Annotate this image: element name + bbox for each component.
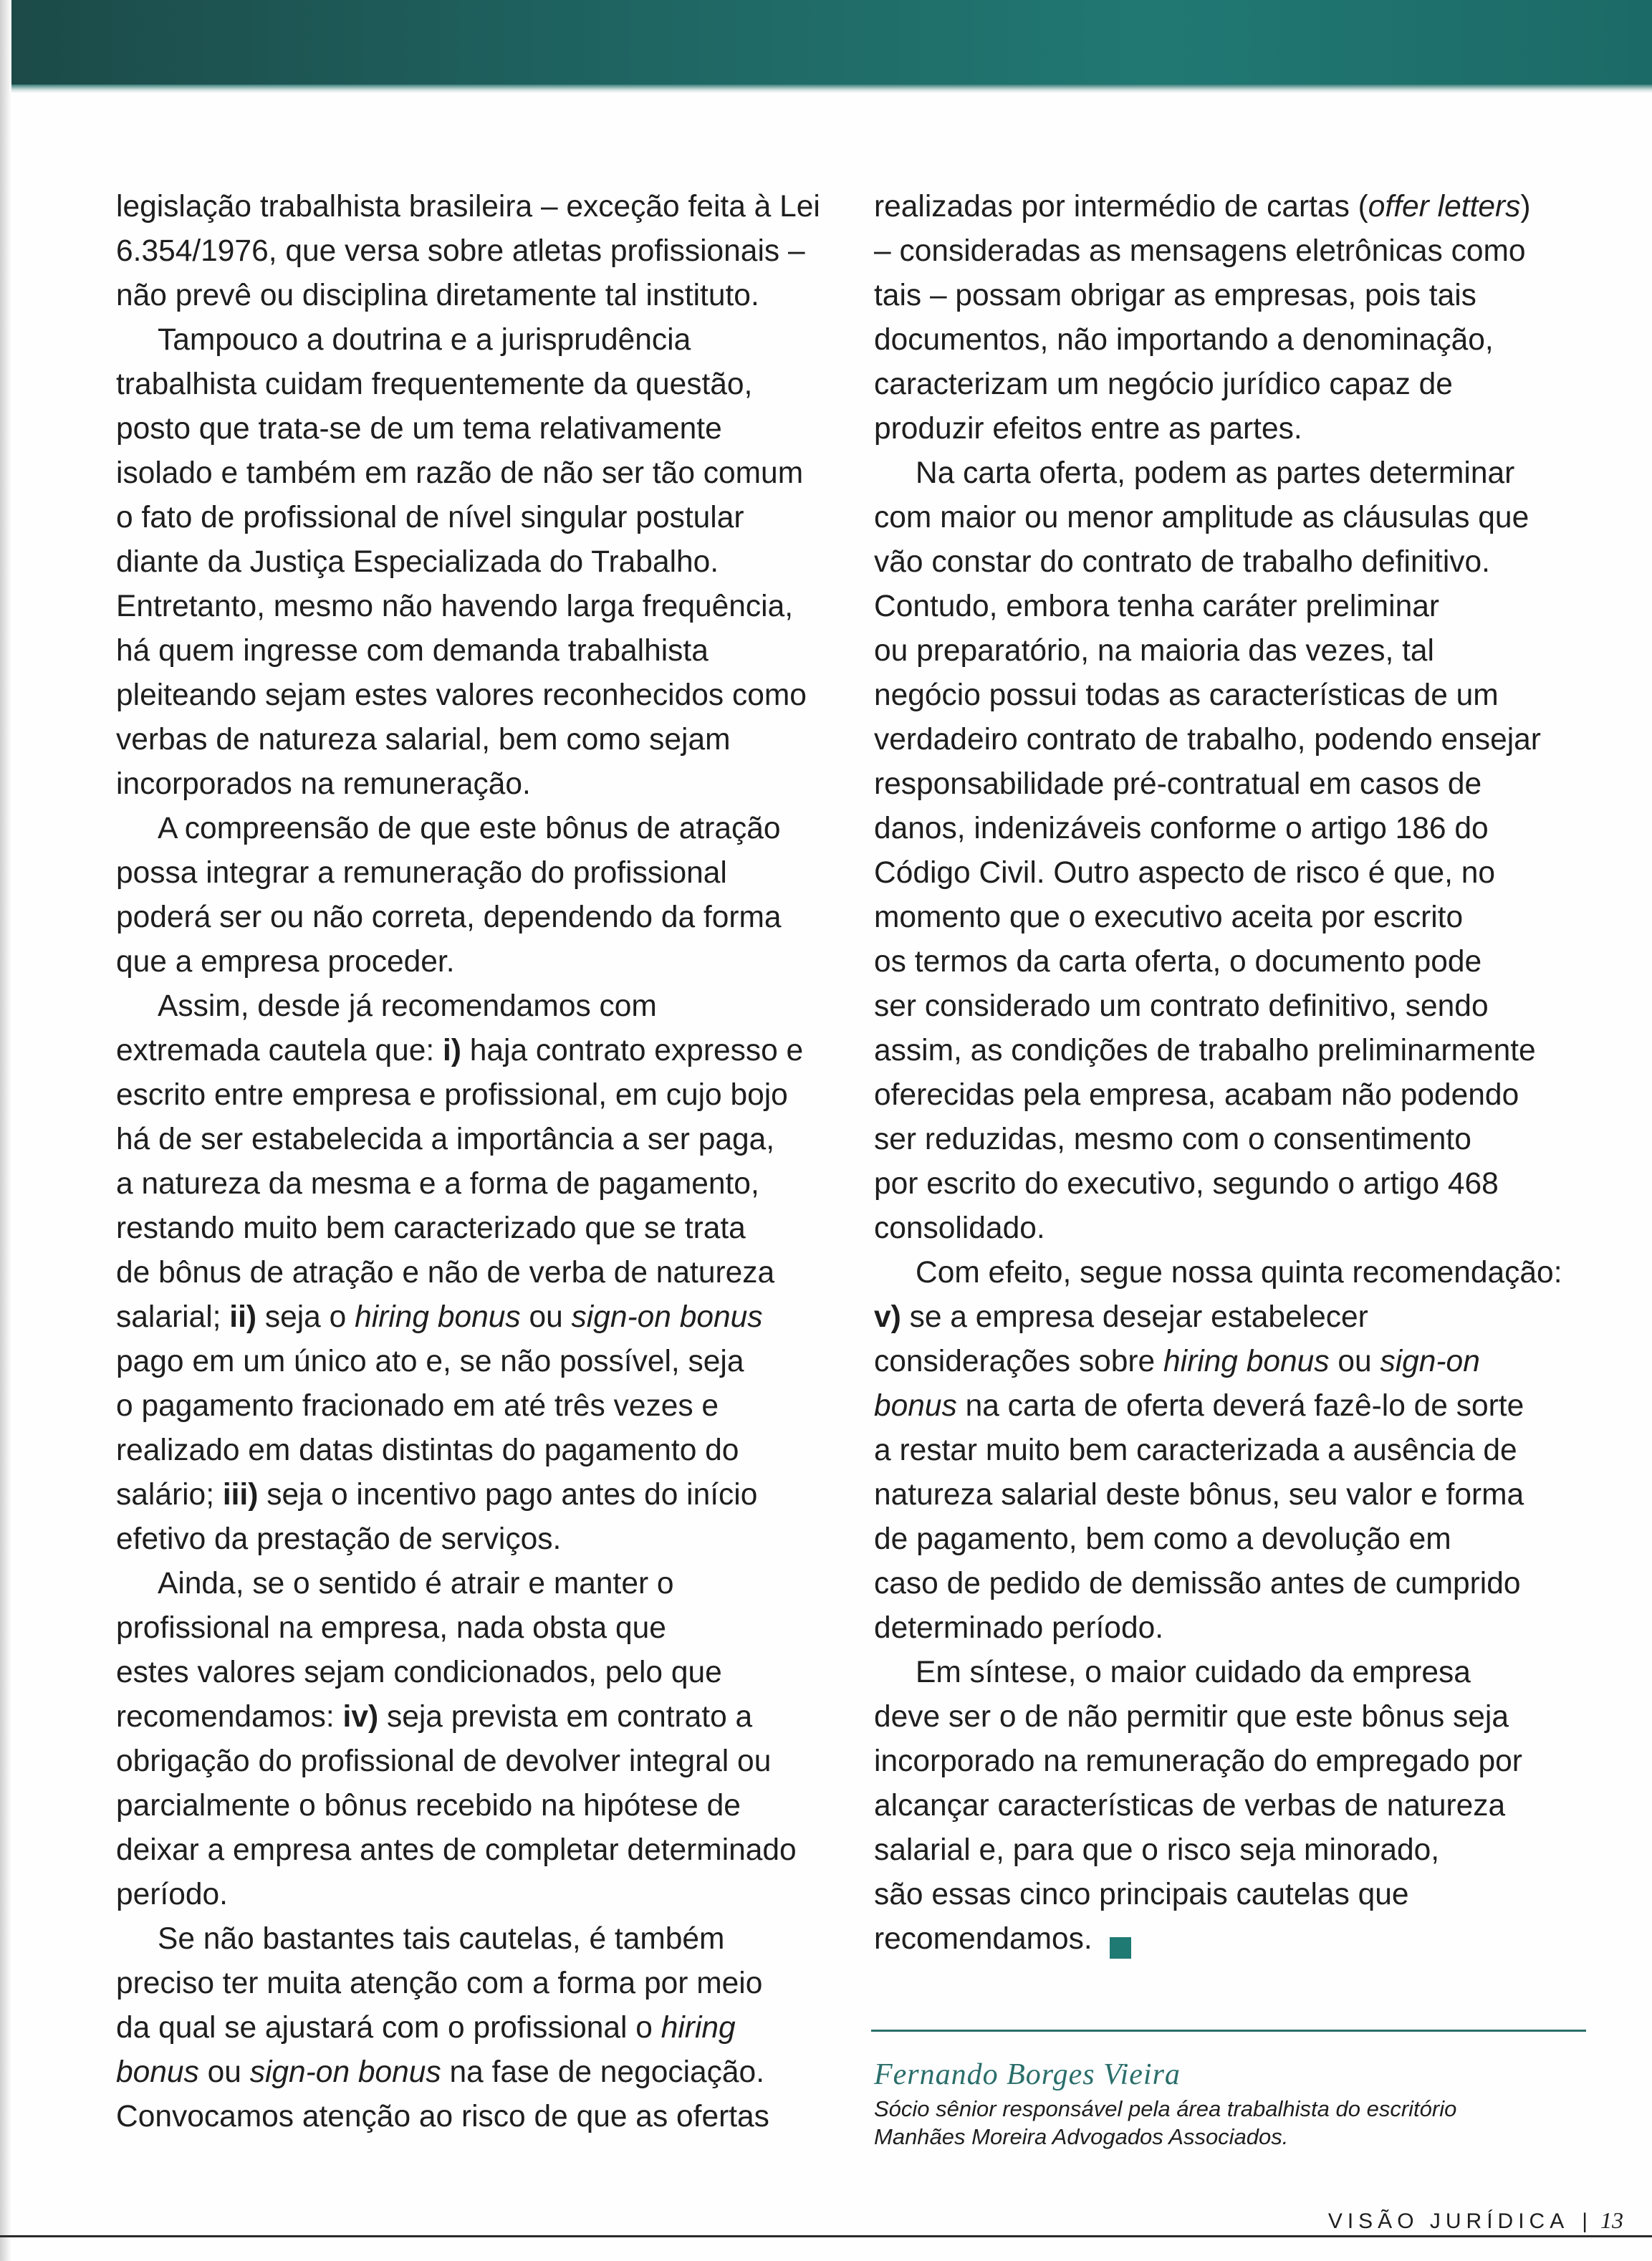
- text-run: na carta de oferta deverá fazê-lo de sorte: [956, 1389, 1524, 1423]
- text-line: realizado em datas distintas do pagamento do: [116, 1434, 739, 1467]
- text-line: o fato de profissional de nível singular postular: [116, 501, 744, 534]
- signature-divider: [871, 2030, 1586, 2032]
- italic-term: hiring: [661, 2011, 736, 2045]
- text-line: [874, 1295, 1598, 1340]
- paragraph: [874, 1251, 1598, 1651]
- footer-separator: |: [1582, 2209, 1588, 2233]
- text-line: de pagamento, bem como a devolução em: [874, 1522, 1451, 1556]
- text-line: [874, 1340, 1598, 1384]
- text-line: Com efeito, segue nossa quinta recomendação:: [916, 1256, 1562, 1290]
- paragraph: [116, 984, 841, 1562]
- text-line: há quem ingresse com demanda trabalhista: [116, 634, 709, 668]
- text-line: deve ser o de não permitir que este bônus seja: [874, 1700, 1509, 1734]
- text-line: oferecidas pela empresa, acabam não podendo: [874, 1078, 1519, 1112]
- text-line: [116, 1473, 841, 1517]
- text-line: verbas de natureza salarial, bem como sejam: [116, 723, 731, 757]
- text-run: haja contrato expresso e: [461, 1034, 804, 1067]
- text-line: 6.354/1976, que versa sobre atletas profissionais –: [116, 234, 805, 268]
- author-bio-line: Sócio sênior responsável pela área trabalhista do escritório: [874, 2096, 1457, 2121]
- text-line: escrito entre empresa e profissional, em cujo bojo: [116, 1078, 788, 1112]
- italic-term: bonus: [116, 2055, 199, 2089]
- text-line: Na carta oferta, podem as partes determinar: [916, 456, 1515, 490]
- text-line: natureza salarial deste bônus, seu valor e forma: [874, 1478, 1524, 1512]
- text-line: que a empresa proceder.: [116, 945, 455, 979]
- text-line: de bônus de atração e não de verba de natureza: [116, 1256, 775, 1290]
- text-line: os termos da carta oferta, o documento pode: [874, 945, 1482, 979]
- text-line: produzir efeitos entre as partes.: [874, 412, 1302, 446]
- text-line: [116, 2050, 841, 2095]
- italic-term: sign-on: [1380, 1345, 1480, 1378]
- text-line: restando muito bem caracterizado que se trata: [116, 1211, 746, 1245]
- text-run: ou: [520, 1300, 572, 1334]
- author-bio-line: Manhães Moreira Advogados Associados.: [874, 2124, 1289, 2149]
- text-run: seja o incentivo pago antes do início: [258, 1478, 758, 1512]
- text-run: considerações sobre: [874, 1345, 1163, 1378]
- text-line: deixar a empresa antes de completar determinado: [116, 1833, 797, 1867]
- text-line: A compreensão de que este bônus de atração: [158, 812, 781, 845]
- italic-term: sign-on bonus: [571, 1300, 763, 1334]
- text-line: poderá ser ou não correta, dependendo da forma: [116, 901, 782, 934]
- text-line: a restar muito bem caracterizada a ausência de: [874, 1434, 1517, 1467]
- text-line: período.: [116, 1878, 228, 1911]
- italic-term: hiring bonus: [1163, 1345, 1330, 1378]
- paragraph: [874, 185, 1598, 451]
- text-line: determinado período.: [874, 1611, 1164, 1645]
- text-line: Se não bastantes tais cautelas, é também: [158, 1922, 725, 1956]
- footer-rule: [0, 2235, 1652, 2237]
- text-run: ): [1520, 190, 1531, 224]
- left-column: [116, 185, 841, 2139]
- text-line: [874, 185, 1598, 229]
- text-line: Tampouco a doutrina e a jurisprudência: [158, 323, 691, 357]
- text-line: obrigação do profissional de devolver integral ou: [116, 1744, 772, 1778]
- text-line: danos, indenizáveis conforme o artigo 186 do: [874, 812, 1489, 845]
- text-line: Convocamos atenção ao risco de que as ofertas: [116, 2100, 769, 2133]
- text-line: caracterizam um negócio jurídico capaz de: [874, 368, 1453, 401]
- page-footer: [1328, 2207, 1623, 2234]
- italic-term: offer letters: [1368, 190, 1521, 224]
- italic-term: sign-on bonus: [249, 2055, 441, 2089]
- text-run: salário;: [116, 1478, 223, 1512]
- text-run: da qual se ajustará com o profissional o: [116, 2011, 661, 2045]
- text-line: Assim, desde já recomendamos com: [158, 989, 657, 1023]
- text-line: documentos, não importando a denominação,: [874, 323, 1494, 357]
- text-line: assim, as condições de trabalho preliminarmente: [874, 1034, 1536, 1067]
- text-line: [874, 1384, 1598, 1429]
- text-run: recomendamos:: [116, 1700, 343, 1734]
- text-line: vão constar do contrato de trabalho definitivo.: [874, 545, 1490, 579]
- text-line: [116, 1695, 841, 1739]
- text-line: – consideradas as mensagens eletrônicas como: [874, 234, 1526, 268]
- text-line: diante da Justiça Especializada do Trabalho.: [116, 545, 719, 579]
- text-line: momento que o executivo aceita por escrito: [874, 901, 1464, 934]
- list-marker: iii): [222, 1478, 259, 1512]
- list-marker: ii): [229, 1300, 257, 1334]
- text-line: Contudo, embora tenha caráter preliminar: [874, 590, 1440, 623]
- text-line: [116, 2006, 841, 2050]
- right-column: [874, 185, 1598, 1962]
- paragraph: [116, 318, 841, 807]
- text-line: [874, 1917, 1598, 1962]
- text-line: [116, 1295, 841, 1340]
- text-line: verdadeiro contrato de trabalho, podendo ensejar: [874, 723, 1541, 757]
- text-line: Em síntese, o maior cuidado da empresa: [916, 1656, 1471, 1689]
- text-line: ou preparatório, na maioria das vezes, tal: [874, 634, 1434, 668]
- text-line: há de ser estabelecida a importância a ser paga,: [116, 1123, 775, 1156]
- text-line: isolado e também em razão de não ser tão comum: [116, 456, 804, 490]
- page-edge-shadow: [0, 0, 11, 2261]
- header-band-edge: [0, 85, 1652, 93]
- list-marker: i): [442, 1034, 461, 1067]
- text-line: consolidado.: [874, 1211, 1045, 1245]
- text-line: responsabilidade pré-contratual em casos de: [874, 767, 1482, 801]
- text-line: profissional na empresa, nada obsta que: [116, 1611, 666, 1645]
- text-run: na fase de negociação.: [441, 2055, 765, 2089]
- paragraph: [116, 185, 841, 318]
- text-line: ser reduzidas, mesmo com o consentimento: [874, 1123, 1471, 1156]
- text-run: salarial;: [116, 1300, 230, 1334]
- text-line: Ainda, se o sentido é atrair e manter o: [158, 1567, 674, 1600]
- text-line: preciso ter muita atenção com a forma por meio: [116, 1967, 763, 2000]
- text-run: ou: [198, 2055, 250, 2089]
- text-line: legislação trabalhista brasileira – exceção feita à Lei: [116, 190, 820, 224]
- text-run: realizadas por intermédio de cartas (: [874, 190, 1368, 224]
- text-run: recomendamos.: [874, 1922, 1092, 1956]
- magazine-title: VISÃO JURÍDICA: [1327, 2209, 1570, 2233]
- text-run: seja prevista em contrato a: [378, 1700, 753, 1734]
- text-line: com maior ou menor amplitude as cláusulas que: [874, 501, 1529, 534]
- text-line: são essas cinco principais cautelas que: [874, 1878, 1409, 1911]
- text-line: posto que trata-se de um tema relativamente: [116, 412, 722, 446]
- page-number: 13: [1600, 2207, 1623, 2233]
- text-run: ou: [1329, 1345, 1380, 1378]
- text-line: o pagamento fracionado em até três vezes e: [116, 1389, 719, 1423]
- paragraph: [874, 1651, 1598, 1962]
- text-line: Entretanto, mesmo não havendo larga frequência,: [116, 590, 794, 623]
- list-marker: v): [874, 1300, 901, 1334]
- text-line: caso de pedido de demissão antes de cumprido: [874, 1567, 1521, 1600]
- text-run: se a empresa desejar estabelecer: [901, 1300, 1368, 1334]
- text-line: salarial e, para que o risco seja minorado,: [874, 1833, 1440, 1867]
- list-marker: iv): [342, 1700, 379, 1734]
- text-line: efetivo da prestação de serviços.: [116, 1522, 562, 1556]
- text-run: extremada cautela que:: [116, 1034, 443, 1067]
- header-color-band: [0, 0, 1652, 85]
- text-line: trabalhista cuidam frequentemente da questão,: [116, 368, 753, 401]
- text-line: parcialmente o bônus recebido na hipótese de: [116, 1789, 741, 1823]
- text-line: possa integrar a remuneração do profissional: [116, 856, 727, 890]
- text-line: incorporados na remuneração.: [116, 767, 531, 801]
- text-line: ser considerado um contrato definitivo, sendo: [874, 989, 1489, 1023]
- text-line: incorporado na remuneração do empregado por: [874, 1744, 1522, 1778]
- text-line: Código Civil. Outro aspecto de risco é que, no: [874, 856, 1495, 890]
- text-line: pago em um único ato e, se não possível, seja: [116, 1345, 744, 1378]
- text-line: estes valores sejam condicionados, pelo que: [116, 1656, 722, 1689]
- text-line: alcançar características de verbas de natureza: [874, 1789, 1506, 1823]
- paragraph: [116, 1562, 841, 1917]
- text-line: [116, 1029, 841, 1073]
- italic-term: bonus: [874, 1389, 957, 1423]
- author-bio: [874, 2095, 1590, 2151]
- text-run: seja o: [256, 1300, 355, 1334]
- text-line: negócio possui todas as características de um: [874, 678, 1499, 712]
- author-name: Fernando Borges Vieira: [874, 2058, 1181, 2091]
- paragraph: [116, 1917, 841, 2139]
- paragraph: [874, 451, 1598, 1251]
- text-line: a natureza da mesma e a forma de pagamento,: [116, 1167, 759, 1201]
- text-line: por escrito do executivo, segundo o artigo 468: [874, 1167, 1499, 1201]
- paragraph: [116, 807, 841, 984]
- end-of-article-square-icon: [1110, 1937, 1131, 1959]
- text-line: não prevê ou disciplina diretamente tal instituto.: [116, 279, 759, 312]
- italic-term: hiring bonus: [355, 1300, 521, 1334]
- text-line: tais – possam obrigar as empresas, pois tais: [874, 279, 1476, 312]
- text-line: pleiteando sejam estes valores reconhecidos como: [116, 678, 807, 712]
